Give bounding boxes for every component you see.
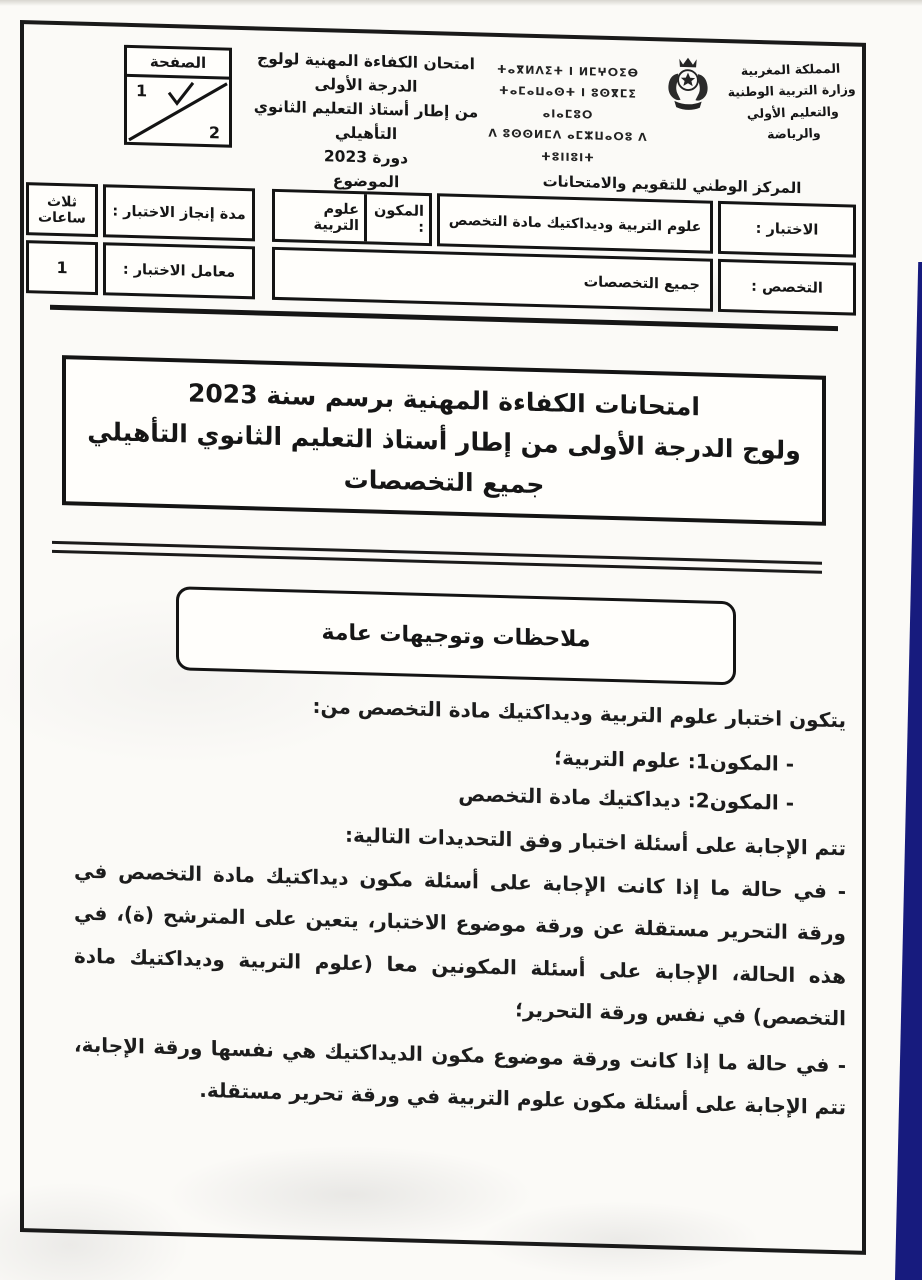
double-divider-line xyxy=(52,541,822,574)
ministry-arabic-line2: وزارة التربية الوطنية xyxy=(727,81,856,100)
component-label-cell: المكون : xyxy=(373,202,424,236)
ministry-tifinagh-line1: ⵜⴰⴳⵍⴷⵉⵜ ⵏ ⵍⵎⵖⵔⵉⴱ xyxy=(496,62,639,80)
main-title-line3: جميع التخصصات xyxy=(343,464,545,499)
body-bullet-2: - في حالة ما إذا كانت ورقة موضوع مكون الديداكتيك هي نفسها ورقة الإجابة، تتم الإجابة على أسئلة مكون علوم التربية في ورقة تحرير مستقلة. xyxy=(74,1032,846,1120)
body-component-1: - المكون1: علوم التربية؛ xyxy=(554,745,794,776)
body-intro: يتكون اختبار علوم التربية وديداكتيك مادة التخصص من: xyxy=(312,693,846,733)
duration-value-cell: ثلاث ساعات xyxy=(26,182,98,237)
exam-value-cell: علوم التربية وديداكتيك مادة التخصص xyxy=(437,193,713,253)
scan-top-edge xyxy=(0,0,922,6)
total-page-number: 2 xyxy=(208,123,220,143)
table-spacer xyxy=(260,246,267,299)
body-component-2: - المكون2: ديداكتيك مادة التخصص xyxy=(458,781,794,815)
coefficient-label-cell: معامل الاختبار : xyxy=(103,242,255,299)
scan-background-strip xyxy=(895,262,922,1280)
page-number-label: الصفحة xyxy=(127,48,229,80)
page-number-box xyxy=(124,45,232,148)
specialty-label-cell: التخصص : xyxy=(718,259,856,316)
coefficient-value-cell: 1 xyxy=(26,240,98,295)
main-title-line1: امتحانات الكفاءة المهنية برسم سنة 2023 xyxy=(188,378,700,421)
notes-heading-box xyxy=(176,586,736,685)
exam-header-line1: امتحان الكفاءة المهنية لولوج الدرجة الأولى xyxy=(257,49,475,96)
ministry-tifinagh-line3: ⴷ ⵓⵙⵙⵍⵎⴷ ⴰⵎⵣⵡⴰⵔⵓ ⴷ ⵜⵓⵏⵏⵓⵏⵜ xyxy=(488,126,648,165)
page-number-cell xyxy=(127,77,229,145)
ministry-arabic-line1: المملكة المغربية xyxy=(740,60,841,79)
moroccan-coat-of-arms-icon xyxy=(650,49,726,117)
ministry-tifinagh-line2: ⵜⴰⵎⴰⵡⴰⵙⵜ ⵏ ⵓⵙⴳⵎⵉ ⴰⵏⴰⵎⵓⵔ xyxy=(499,84,637,122)
duration-label-cell: مدة إنجاز الاختبار : xyxy=(103,184,255,241)
specialty-value-cell: جميع التخصصات xyxy=(272,247,713,312)
main-title-line2: ولوج الدرجة الأولى من إطار أستاذ التعليم الثانوي التأهيلي xyxy=(87,416,801,465)
ministry-arabic-name xyxy=(724,51,861,145)
exam-label-cell: الاختبار : xyxy=(718,201,856,258)
ministry-tifinagh-name xyxy=(486,45,650,171)
current-page-number: 1 xyxy=(136,81,148,101)
exam-header-line2: من إطار أستاذ التعليم الثانوي التأهيلي xyxy=(253,97,479,144)
evaluation-center-name: المركز الوطني للتقويم والامتحانات xyxy=(542,172,802,198)
body-bullet-1: - في حالة ما إذا كانت الإجابة على أسئلة مكون ديداكتيك مادة التخصص في ورقة التحرير مستقلة عن ورقة موضوع الاختبار، يتعين على المترشح (ة)، في هذه الحالة، الإجابة على أسئلة المكونين معا (علوم التربية وديداكتيك مادة التخصص) في نفس ورقة التحرير؛ xyxy=(74,858,846,1031)
page-border-frame xyxy=(20,20,866,1255)
body-instruction: تتم الإجابة على أسئلة اختبار وفق التحديدات التالية: xyxy=(345,822,846,861)
notes-heading-title: ملاحظات وتوجيهات عامة xyxy=(321,619,591,652)
exam-header-text xyxy=(232,46,500,197)
exam-header-line4: الموضوع xyxy=(332,171,400,192)
ministry-arabic-line3: والتعليم الأولي والرياضة xyxy=(746,103,840,142)
component-cell-group xyxy=(272,189,432,246)
component-value-cell: علوم التربية xyxy=(275,192,367,241)
notes-body xyxy=(74,687,846,1128)
exam-header-line3: دورة 2023 xyxy=(323,147,409,168)
ministry-header xyxy=(486,45,858,199)
main-title-box xyxy=(62,355,826,526)
table-spacer xyxy=(260,188,267,241)
